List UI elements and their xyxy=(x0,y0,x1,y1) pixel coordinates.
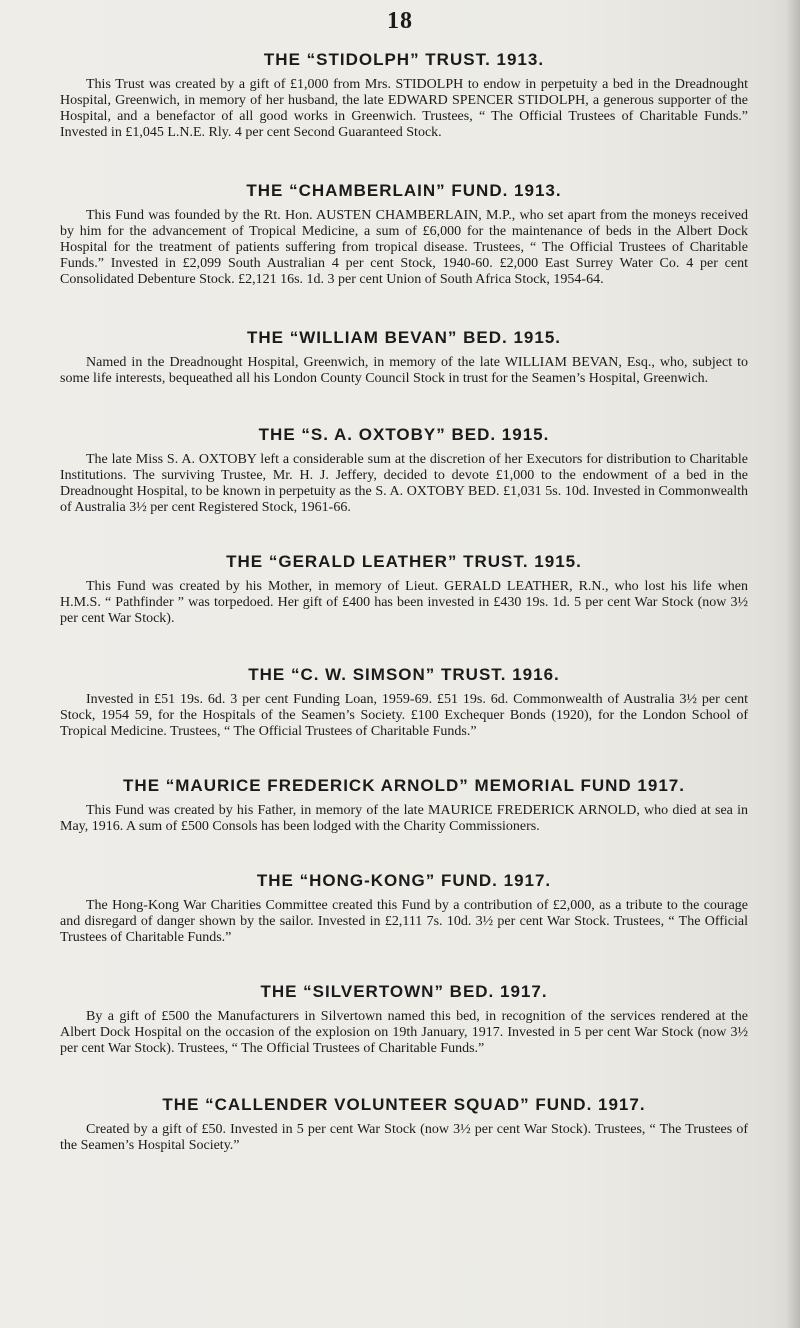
section-heading: THE “CALLENDER VOLUNTEER SQUAD” FUND. 1917. xyxy=(162,1095,646,1114)
section-oxtoby-bed xyxy=(60,425,748,516)
section-callender-squad-fund xyxy=(60,1095,748,1154)
section-heading: THE “CHAMBERLAIN” FUND. 1913. xyxy=(246,181,562,200)
section-chamberlain-fund xyxy=(60,181,748,288)
section-body: This Fund was created by his Mother, in memory of Lieut. GERALD LEATHER, R.N., who lost his life when H.M.S. “ Pathfinder ” was torpedoed. Her gift of £400 has been invested in £430 19s. 1d. 5 per cent War Stock (now 3½ per cent War Stock). xyxy=(60,579,748,626)
page-content xyxy=(60,50,748,1154)
section-arnold-memorial-fund xyxy=(60,776,748,835)
section-hong-kong-fund xyxy=(60,871,748,946)
page-number: 18 xyxy=(387,8,413,34)
section-heading: THE “STIDOLPH” TRUST. 1913. xyxy=(263,50,545,69)
section-heading: THE “S. A. OXTOBY” BED. 1915. xyxy=(258,425,550,444)
section-body: This Trust was created by a gift of £1,000 from Mrs. STIDOLPH to endow in perpetuity a bed in the Dreadnought Hospital, Greenwich, in memory of her husband, the late EDWARD SPENCER STIDOLPH, a generous supporter of the Hospital, and a benefactor of all good works in Greenwich. Trustees, “ The Official Trustees of Charitable Funds.” Invested in £1,045 L.N.E. Rly. 4 per cent Second Guaranteed Stock. xyxy=(60,77,748,140)
section-body: This Fund was founded by the Rt. Hon. AUSTEN CHAMBERLAIN, M.P., who set apart from the moneys received by him for the advancement of Tropical Medicine, a sum of £6,000 for the maintenance of beds in the Albert Dock Hospital for the treatment of patients suffering from tropical disease. Trustees, “ The Official Trustees of Charitable Funds.” Invested in £2,099 South Australian 4 per cent Stock, 1940-60. £2,000 East Surrey Water Co. 4 per cent Consolidated Debenture Stock. £2,121 16s. 1d. 3 per cent Union of South Africa Stock, 1954-64. xyxy=(60,208,748,287)
section-body: Named in the Dreadnought Hospital, Greenwich, in memory of the late WILLIAM BEVAN, Esq., who, subject to some life interests, bequeathed all his London County Council Stock in trust for the Seamen’s Hospital, Greenwich. xyxy=(60,355,748,386)
section-body: By a gift of £500 the Manufacturers in Silvertown named this bed, in recognition of the services rendered at the Albert Dock Hospital on the occasion of the explosion on 19th January, 1917. Invested in 5 per cent War Stock (now 3½ per cent War Stock). Trustees, “ The Official Trustees of Charitable Funds.” xyxy=(60,1009,748,1056)
section-heading: THE “C. W. SIMSON” TRUST. 1916. xyxy=(248,665,560,684)
section-stidolph-trust xyxy=(60,50,748,141)
section-simson-trust xyxy=(60,665,748,740)
section-body: Invested in £51 19s. 6d. 3 per cent Funding Loan, 1959-69. £51 19s. 6d. Commonwealth of Australia 3½ per cent Stock, 1954 59, for the Hospitals of the Seamen’s Society. £100 Exchequer Bonds (1920), for the London School of Tropical Medicine. Trustees, “ The Official Trustees of Charitable Funds.” xyxy=(60,692,748,739)
section-heading: THE “HONG-KONG” FUND. 1917. xyxy=(256,871,552,890)
section-body: The late Miss S. A. OXTOBY left a considerable sum at the discretion of her Executors for distribution to Charitable Institutions. The surviving Trustee, Mr. H. J. Jeffery, decided to devote £1,000 to the endowment of a bed in the Dreadnought Hospital, to be known in perpetuity as the S. A. OXTOBY BED. £1,031 5s. 10d. Invested in Commonwealth of Australia 3½ per cent Registered Stock, 1961-66. xyxy=(60,452,748,515)
page-edge-shadow xyxy=(786,0,800,1328)
section-body: This Fund was created by his Father, in memory of the late MAURICE FREDERICK ARNOLD, who died at sea in May, 1916. A sum of £500 Consols has been lodged with the Charity Commissioners. xyxy=(60,803,748,834)
section-gerald-leather-trust xyxy=(60,552,748,627)
section-heading: THE “SILVERTOWN” BED. 1917. xyxy=(260,982,548,1001)
section-heading: THE “WILLIAM BEVAN” BED. 1915. xyxy=(247,328,561,347)
section-heading: THE “GERALD LEATHER” TRUST. 1915. xyxy=(226,552,582,571)
section-silvertown-bed xyxy=(60,982,748,1057)
section-body: Created by a gift of £50. Invested in 5 per cent War Stock (now 3½ per cent War Stock). Trustees, “ The Trustees of the Seamen’s Hospital Society.” xyxy=(60,1122,748,1153)
section-body: The Hong-Kong War Charities Committee created this Fund by a contribution of £2,000, as a tribute to the courage and disregard of danger shown by the sailor. Invested in £2,111 7s. 10d. 3½ per cent War Stock. Trustees, “ The Official Trustees of Charitable Funds.” xyxy=(60,898,748,945)
section-heading: THE “MAURICE FREDERICK ARNOLD” MEMORIAL FUND 1917. xyxy=(123,776,685,795)
section-william-bevan-bed xyxy=(60,328,748,387)
